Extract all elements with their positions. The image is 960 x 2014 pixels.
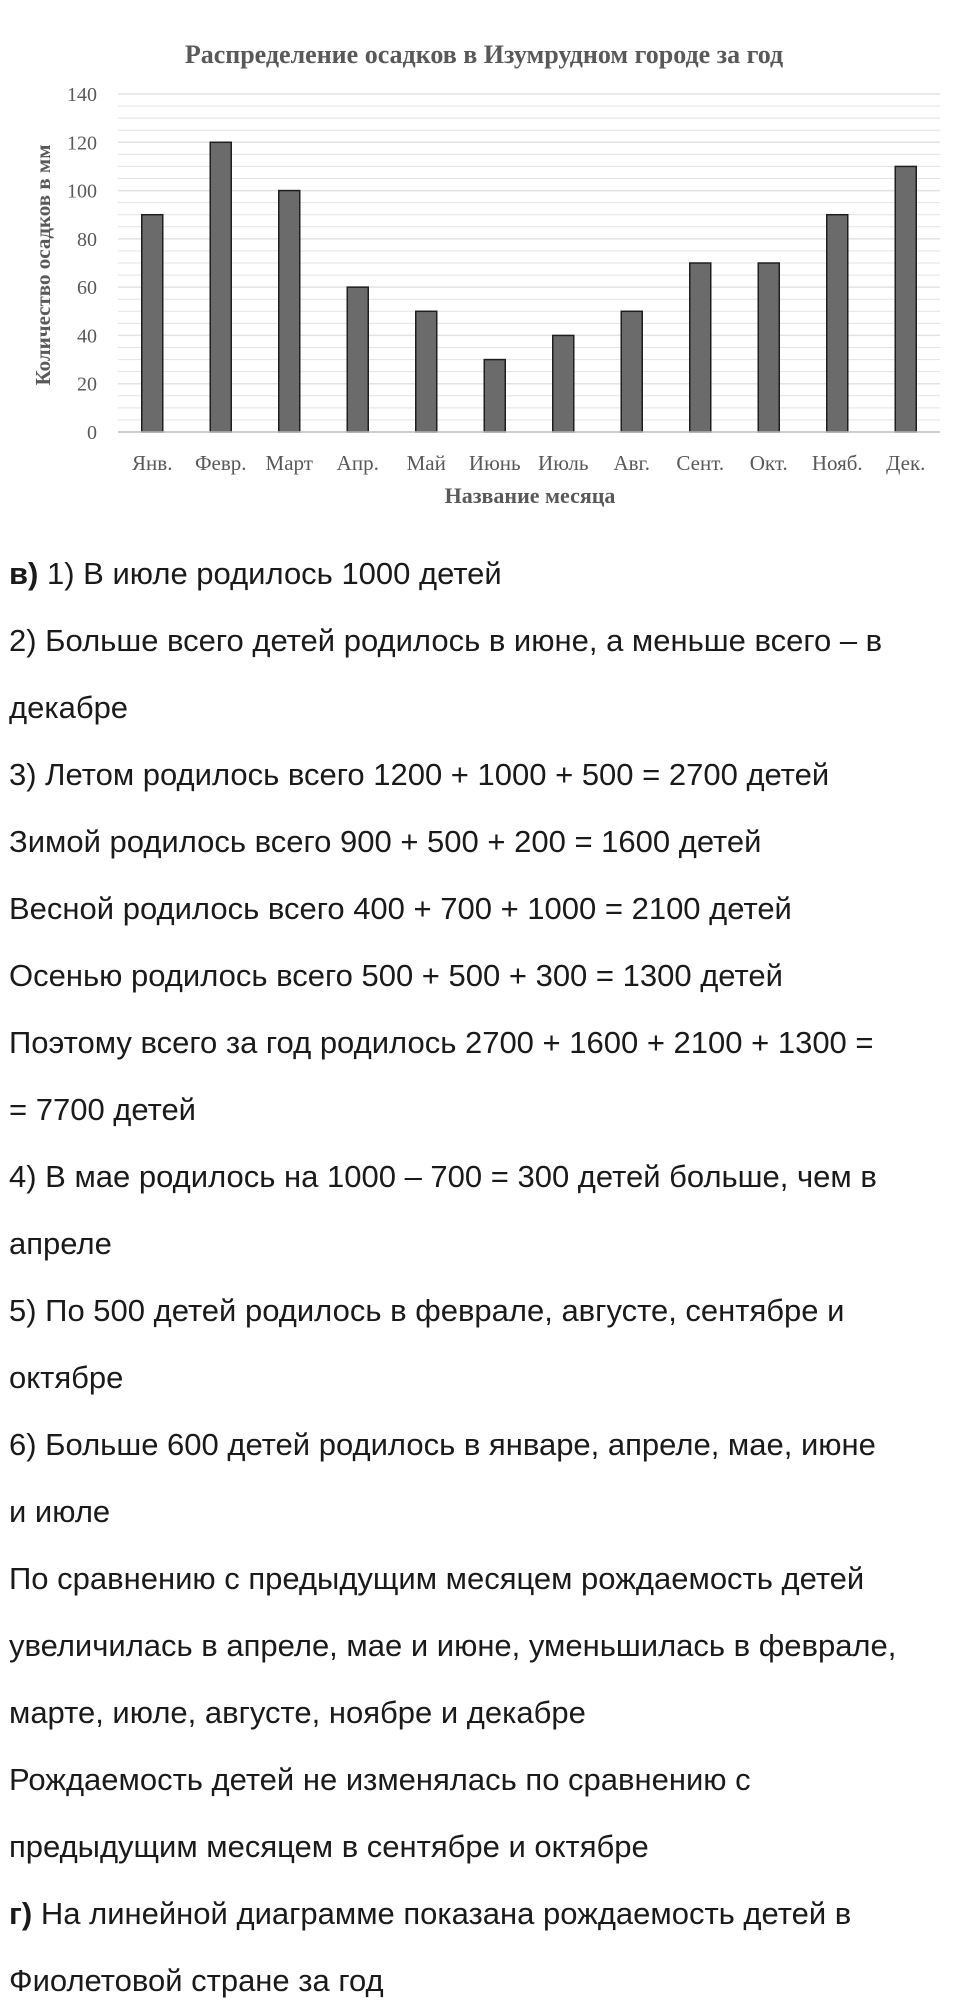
x-axis-label: Название месяца — [444, 483, 616, 508]
answer-lines — [9, 607, 954, 1880]
part-v-text: 1) В июле родилось 1000 детей — [38, 556, 502, 591]
x-axis-ticks — [132, 451, 925, 475]
answer-line: 5) По 500 детей родилось в феврале, августе, сентябре и — [9, 1293, 845, 1328]
y-tick-label: 0 — [87, 422, 97, 444]
answer-line: Весной родилось всего 400 + 700 + 1000 = 2100 детей — [9, 891, 792, 926]
answer-line: По сравнению с предыдущим месяцем рождаемость детей — [9, 1561, 865, 1596]
part-g-text: На линейной диаграмме показана рождаемость детей в — [32, 1896, 852, 1931]
bar — [553, 335, 574, 432]
chart-title: Распределение осадков в Изумрудном городе за год — [184, 40, 784, 69]
x-tick-label: Дек. — [886, 451, 926, 475]
answer-line: Рождаемость детей не изменялась по сравнению с — [9, 1762, 751, 1797]
bar — [827, 215, 848, 432]
bar — [895, 166, 916, 432]
answer-line: предыдущим месяцем в сентябре и октябре — [9, 1829, 649, 1864]
answer-text — [9, 540, 954, 2014]
part-v-marker: в) — [9, 556, 39, 591]
answer-line: 2) Больше всего детей родилось в июне, а меньше всего – в — [9, 623, 883, 658]
y-tick-label: 100 — [67, 180, 97, 203]
answer-line-last: Фиолетовой стране за год — [9, 1963, 384, 1998]
bar — [279, 191, 300, 432]
bar — [758, 263, 779, 432]
y-tick-label: 60 — [77, 277, 97, 300]
answer-line: марте, июле, августе, ноябре и декабре — [9, 1695, 586, 1730]
bar — [347, 287, 368, 432]
chart-gridlines — [118, 94, 940, 420]
y-tick-label: 40 — [77, 325, 97, 348]
answer-line: апреле — [9, 1226, 112, 1261]
answer-line: Зимой родилось всего 900 + 500 + 200 = 1600 детей — [9, 824, 762, 859]
bar — [210, 142, 231, 432]
part-g-marker: г) — [9, 1896, 33, 1931]
x-tick-label: Март — [265, 451, 313, 475]
x-tick-label: Янв. — [132, 451, 173, 475]
answer-line: октябре — [9, 1360, 124, 1395]
answer-line: Осенью родилось всего 500 + 500 + 300 = 1300 детей — [9, 958, 783, 993]
bar — [416, 311, 437, 432]
answer-line: 3) Летом родилось всего 1200 + 1000 + 500 = 2700 детей — [9, 757, 830, 792]
bar — [621, 311, 642, 432]
x-tick-label: Окт. — [749, 451, 788, 475]
answer-line: и июле — [9, 1494, 111, 1529]
y-axis-label: Количество осадков в мм — [31, 144, 55, 386]
bar — [690, 263, 711, 432]
answer-line: декабре — [9, 690, 129, 725]
x-tick-label: Авг. — [613, 451, 651, 475]
precipitation-bar-chart — [0, 0, 960, 520]
answer-line: = 7700 детей — [9, 1092, 196, 1127]
answer-line: 6) Больше 600 детей родилось в январе, апреле, мае, июне — [9, 1427, 876, 1462]
answer-line: увеличилась в апреле, мае и июне, уменьшилась в феврале, — [9, 1628, 897, 1663]
answer-line: 4) В мае родилось на 1000 – 700 = 300 детей больше, чем в — [9, 1159, 877, 1194]
x-tick-label: Сент. — [676, 451, 725, 475]
answer-line-part-g — [9, 1880, 954, 1947]
bar — [484, 360, 505, 432]
x-tick-label: Февр. — [194, 451, 247, 475]
x-tick-label: Июнь — [468, 451, 521, 475]
x-tick-label: Апр. — [336, 451, 379, 475]
y-tick-label: 120 — [67, 132, 97, 155]
x-tick-label: Май — [406, 451, 446, 475]
y-tick-label: 20 — [77, 373, 97, 396]
answer-line: Поэтому всего за год родилось 2700 + 1600 + 2100 + 1300 = — [9, 1025, 874, 1060]
answer-line-part-v — [9, 540, 954, 607]
y-tick-label: 80 — [77, 228, 97, 251]
y-tick-label: 140 — [67, 84, 97, 106]
y-axis-ticks — [67, 84, 97, 444]
x-tick-label: Нояб. — [811, 451, 863, 475]
x-tick-label: Июль — [538, 451, 589, 475]
bar — [142, 215, 163, 432]
